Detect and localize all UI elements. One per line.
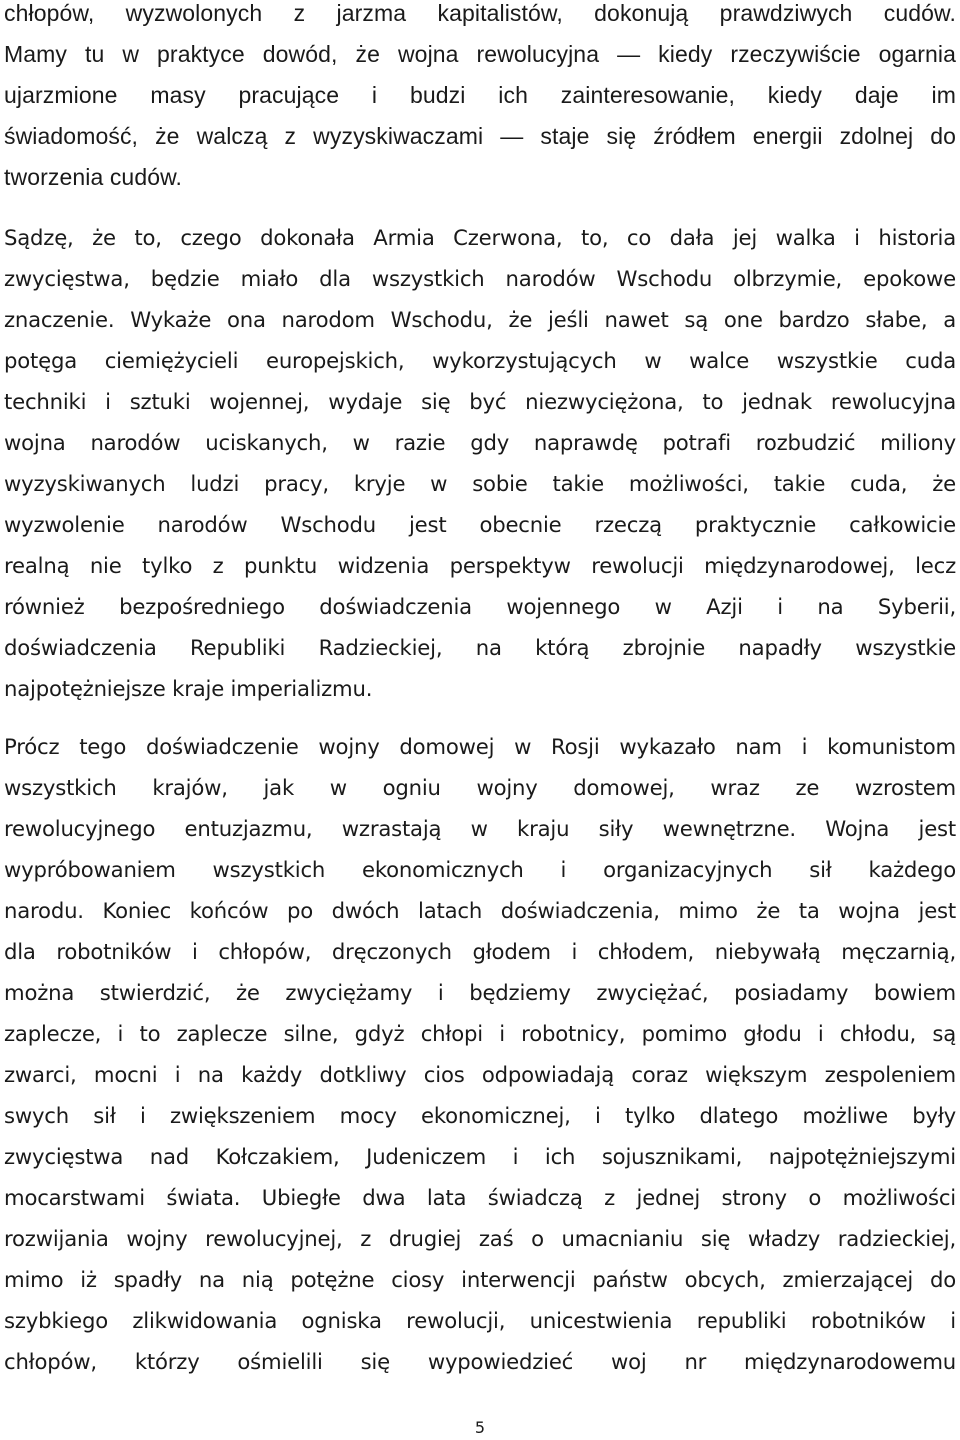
text-line: zwycięstwa nad Kołczakiem, Judeniczem i ich sojusznikami, najpotężniejszymi: [4, 1144, 956, 1169]
text-line: doświadczenia Republiki Radzieckiej, na którą zbrojnie napadły wszystkie: [4, 635, 956, 660]
text-line: potęga ciemiężycieli europejskich, wykorzystujących w walce wszystkie cuda: [4, 348, 956, 373]
text-line: mimo iż spadły na nią potężne ciosy interwencji państw obcych, zmierzającej do: [4, 1267, 956, 1292]
text-line: rewolucyjnego entuzjazmu, wzrastają w kraju siły wewnętrzne. Wojna jest: [4, 816, 956, 841]
text-line: zwarci, mocni i na każdy dotkliwy cios odpowiadają coraz większym zespoleniem: [4, 1062, 956, 1087]
paragraph-2: [4, 217, 956, 709]
text-line: narodu. Koniec końców po dwóch latach doświadczenia, mimo że ta wojna jest: [4, 898, 956, 923]
paragraph-3: [4, 726, 956, 1382]
text-line: wszystkich krajów, jak w ogniu wojny domowej, wraz ze wzrostem: [4, 775, 956, 800]
text-line: wojna narodów uciskanych, w razie gdy naprawdę potrafi rozbudzić miliony: [4, 430, 956, 455]
text-line: zwycięstwa, będzie miało dla wszystkich narodów Wschodu olbrzymie, epokowe: [4, 266, 956, 291]
text-line: ujarzmione masy pracujące i budzi ich zainteresowanie, kiedy daje im: [4, 82, 956, 108]
text-line: rozwijania wojny rewolucyjnej, z drugiej zaś o umacnianiu się władzy radzieckiej,: [4, 1226, 956, 1251]
text-line: chłopów, wyzwolonych z jarzma kapitalistów, dokonują prawdziwych cudów.: [4, 0, 956, 26]
text-line: Sądzę, że to, czego dokonała Armia Czerwona, to, co dała jej walka i historia: [4, 225, 956, 250]
text-line: techniki i sztuki wojennej, wydaje się być niezwyciężona, to jednak rewolucyjna: [4, 389, 956, 414]
text-line: Prócz tego doświadczenie wojny domowej w Rosji wykazało nam i komunistom: [4, 734, 956, 759]
text-line: świadomość, że walczą z wyzyskiwaczami — staje się źródłem energii zdolnej do: [4, 123, 956, 149]
text-line: tworzenia cudów.: [4, 164, 183, 190]
text-line: mocarstwami świata. Ubiegłe dwa lata świadczą z jednej strony o możliwości: [4, 1185, 956, 1210]
text-line: wypróbowaniem wszystkich ekonomicznych i organizacyjnych sił każdego: [4, 857, 956, 882]
text-line: znaczenie. Wykaże ona narodom Wschodu, że jeśli nawet są one bardzo słabe, a: [4, 307, 956, 332]
text-line: można stwierdzić, że zwyciężamy i będziemy zwyciężać, posiadamy bowiem: [4, 980, 956, 1005]
text-line: swych sił i zwiększeniem mocy ekonomicznej, i tylko dlatego możliwe były: [4, 1103, 956, 1128]
text-line: szybkiego zlikwidowania ogniska rewolucji, unicestwienia republiki robotników i: [4, 1308, 956, 1333]
text-line: dla robotników i chłopów, dręczonych głodem i chłodem, niebywałą męczarnią,: [4, 939, 956, 964]
text-line: chłopów, którzy ośmielili się wypowiedzieć woj nr międzynarodowemu: [4, 1349, 956, 1374]
paragraph-1: [4, 0, 956, 198]
text-line: Mamy tu w praktyce dowód, że wojna rewolucyjna — kiedy rzeczywiście ogarnia: [4, 41, 956, 67]
text-line: wyzyskiwanych ludzi pracy, kryje w sobie takie możliwości, takie cuda, że: [4, 471, 956, 496]
text-line: realną nie tylko z punktu widzenia perspektyw rewolucji międzynarodowej, lecz: [4, 553, 956, 578]
text-line: najpotężniejsze kraje imperializmu.: [4, 676, 373, 701]
text-line: również bezpośredniego doświadczenia wojennego w Azji i na Syberii,: [4, 594, 956, 619]
text-line: zaplecze, i to zaplecze silne, gdyż chłopi i robotnicy, pomimo głodu i chłodu, są: [4, 1021, 956, 1046]
page-number: 5: [474, 1418, 486, 1437]
text-line: wyzwolenie narodów Wschodu jest obecnie rzeczą praktycznie całkowicie: [4, 512, 956, 537]
